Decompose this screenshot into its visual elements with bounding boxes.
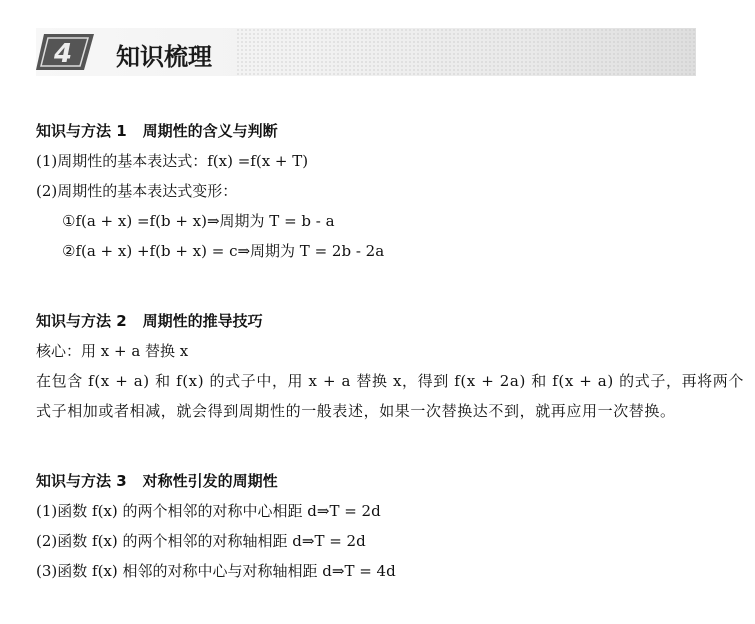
section-2-label: 知识与方法 2 [36,312,127,330]
section-1-line-2: (2)周期性的基本表达式变形： [36,182,238,200]
section-1 [36,116,726,266]
section-1-label: 知识与方法 1 [36,122,127,140]
section-3-line-1: (1)函数 f(x) 的两个相邻的对称中心相距 d⇒T = 2d [36,502,381,520]
section-2-core: 核心：用 x + a 替换 x [36,342,189,360]
section-2-paragraph-line-1: 在包含 f(x + a) 和 f(x) 的式子中，用 x + a 替换 x，得到 f(x + 2a) 和 f(x + a) 的式子，再将两个 [36,372,744,390]
section-1-heading: 周期性的含义与判断 [142,122,278,140]
chapter-number-badge-icon [36,32,94,72]
section-3-title [36,466,726,496]
section-2-heading: 周期性的推导技巧 [142,312,263,330]
banner-texture [236,28,696,76]
section-3-line-2: (2)函数 f(x) 的两个相邻的对称轴相距 d⇒T = 2d [36,532,366,550]
section-3-heading: 对称性引发的周期性 [142,472,278,490]
badge-number: 4 [54,39,73,69]
page-title: 知识梳理 [116,43,212,71]
section-header-banner [36,28,696,76]
section-2 [36,306,744,426]
section-2-title [36,306,726,336]
section-1-title [36,116,726,146]
section-3 [36,466,726,586]
section-3-line-3: (3)函数 f(x) 相邻的对称中心与对称轴相距 d⇒T = 4d [36,562,396,580]
section-1-line-3: ①f(a + x) =f(b + x)⇒周期为 T = b - a [62,212,335,230]
section-1-line-4: ②f(a + x) +f(b + x) = c⇒周期为 T = 2b - 2a [62,242,385,260]
section-3-label: 知识与方法 3 [36,472,127,490]
section-1-line-1: (1)周期性的基本表达式：f(x) =f(x + T) [36,152,309,170]
section-2-paragraph-line-2: 式子相加或者相减，就会得到周期性的一般表述，如果一次替换达不到，就再应用一次替换。 [36,402,676,420]
section-2-paragraph [36,366,744,426]
